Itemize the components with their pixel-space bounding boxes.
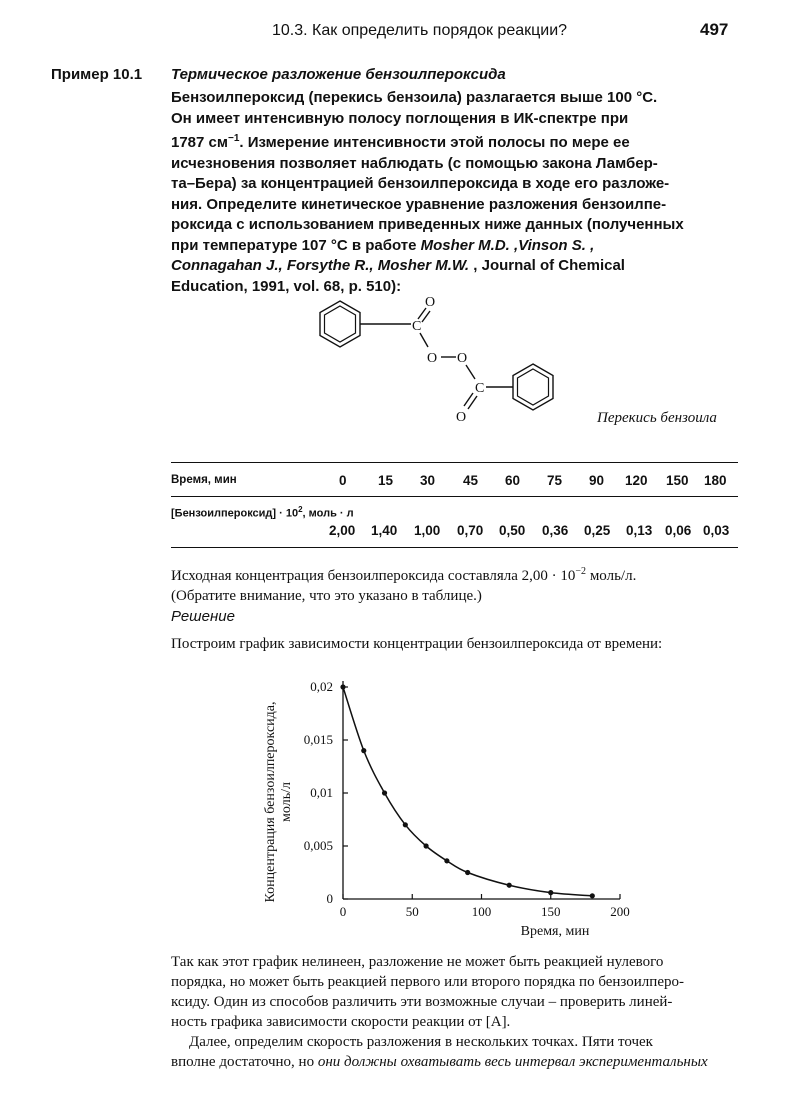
analysis-line: Так как этот график нелинеен, разложение не может быть реакцией нулевого	[171, 954, 664, 970]
atom-c-bottom: C	[475, 381, 485, 396]
time-header: Время, мин	[171, 474, 237, 486]
data-point	[444, 858, 449, 863]
atom-c-top: C	[412, 319, 422, 334]
example-line: при температуре 107 °С в работе Mosher M.D. ,Vinson S. ,	[171, 236, 595, 254]
concentration-vs-time-chart	[250, 665, 650, 940]
example-title: Термическое разложение бензоилпероксида	[171, 66, 506, 83]
conc-cell: 0,25	[584, 523, 611, 538]
chart-ticks	[304, 679, 630, 919]
y-tick-label: 0,005	[303, 838, 333, 853]
time-cell: 120	[625, 473, 648, 488]
running-head: 10.3. Как определить порядок реакции?	[272, 22, 568, 39]
conc-cell: 0,36	[542, 523, 569, 538]
page-number: 497	[700, 20, 729, 39]
decay-curve	[343, 687, 592, 896]
time-cell: 45	[463, 473, 479, 488]
time-cell: 75	[547, 473, 563, 488]
data-point	[403, 822, 408, 827]
initial-concentration-note	[171, 562, 741, 606]
analysis-line: порядка, но может быть реакцией первого или второго порядка по бензоилперо-	[171, 974, 684, 990]
note-line: (Обратите внимание, что это указано в таблице.)	[171, 588, 482, 604]
data-point	[361, 748, 366, 753]
data-point	[382, 790, 387, 795]
data-point	[340, 684, 345, 689]
atom-o-bottom: O	[456, 410, 467, 425]
conc-cell: 2,00	[329, 523, 356, 538]
example-line: ния. Определите кинетическое уравнение разложения бензоилпе-	[171, 195, 667, 213]
structure-caption: Перекись бензоила	[597, 410, 717, 426]
solution-intro: Построим график зависимости концентрации бензоилпероксида от времени:	[171, 636, 663, 652]
example-line: 1787 $см^{-1}$. Измерение интенсивности этой полосы по мере ее	[171, 133, 630, 151]
conc-cell: 0,03	[703, 523, 730, 538]
example-line: Education, 1991, vol. 68, p. 510):	[171, 277, 402, 295]
time-cell: 60	[505, 473, 521, 488]
conc-cell: 1,00	[414, 523, 441, 538]
x-tick-label: 200	[610, 904, 630, 919]
example-line: исчезновения позволяет наблюдать (с помощью закона Ламбер-	[171, 154, 658, 172]
data-point	[424, 843, 429, 848]
atom-o-top: O	[425, 295, 436, 310]
chart-axes	[343, 681, 620, 899]
y-axis-label-line2: моль/л	[279, 782, 294, 822]
conc-cell: 0,50	[499, 523, 526, 538]
y-tick-label: 0,01	[310, 785, 333, 800]
example-line: та–Бера) за концентрацией бензоилпероксида в ходе его разложе-	[171, 175, 670, 192]
analysis-line: Далее, определим скорость разложения в нескольких точках. Пяти точек	[189, 1034, 653, 1050]
example-line: Бензоилпероксид (перекись бензоила) разлагается выше 100 °С.	[171, 89, 658, 106]
y-tick-label: 0,015	[303, 732, 333, 747]
data-point	[507, 883, 512, 888]
example-line: Connagahan J., Forsythe R., Mosher M.W. , Journal of Chemical	[171, 257, 625, 274]
time-cell: 150	[666, 473, 689, 488]
left-benzene-ring	[320, 301, 360, 347]
atom-o-bridge-left: O	[427, 351, 438, 366]
right-benzene-ring	[513, 364, 553, 410]
time-cell: 180	[704, 473, 727, 488]
analysis-paragraph	[171, 952, 741, 1072]
conc-cell: 0,06	[665, 523, 692, 538]
y-tick-label: 0,02	[310, 679, 333, 694]
x-tick-label: 150	[541, 904, 561, 919]
x-tick-label: 50	[405, 904, 419, 919]
example-line: Он имеет интенсивную полосу поглощения в ИК-спектре при	[171, 109, 629, 127]
x-axis-label: Время, мин	[520, 924, 590, 939]
data-point	[590, 893, 595, 898]
conc-cell: 0,70	[457, 523, 484, 538]
data-point	[548, 890, 553, 895]
time-cell: 0	[339, 473, 347, 488]
conc-header: [Бензоилпероксид] · $10^2$, моль · л	[171, 505, 354, 520]
time-cell: 90	[589, 473, 605, 488]
example-line: роксида с использованием приведенных ниже данных (полученных	[171, 216, 684, 233]
example-label: Пример 10.1	[51, 66, 143, 83]
data-point	[465, 870, 470, 875]
y-axis-label-line1: Концентрация бензоилпероксида,	[263, 701, 278, 903]
atom-o-bridge-right: O	[457, 351, 468, 366]
note-line: Исходная концентрация бензоилпероксида составляла $2,00 \cdot 10^{-2}$ моль/л.	[171, 566, 637, 584]
x-tick-label: 100	[471, 904, 492, 919]
analysis-line: вполне достаточно, но они должны охватывать весь интервал экспериментальных	[171, 1054, 708, 1070]
conc-cell: 0,13	[626, 523, 653, 538]
time-cell: 30	[420, 473, 436, 488]
benzoyl-peroxide-structure	[310, 290, 740, 430]
y-tick-label: 0	[326, 891, 333, 906]
conc-cell: 1,40	[371, 523, 398, 538]
solution-heading: Решение	[171, 608, 235, 625]
data-points	[340, 684, 595, 898]
time-cell: 15	[378, 473, 394, 488]
analysis-line: ксиду. Один из способов различить эти возможные случаи – проверить линей-	[171, 994, 673, 1010]
example-body	[171, 88, 741, 297]
x-tick-label: 0	[339, 904, 347, 919]
analysis-line: ность графика зависимости скорости реакции от [A].	[171, 1014, 511, 1030]
